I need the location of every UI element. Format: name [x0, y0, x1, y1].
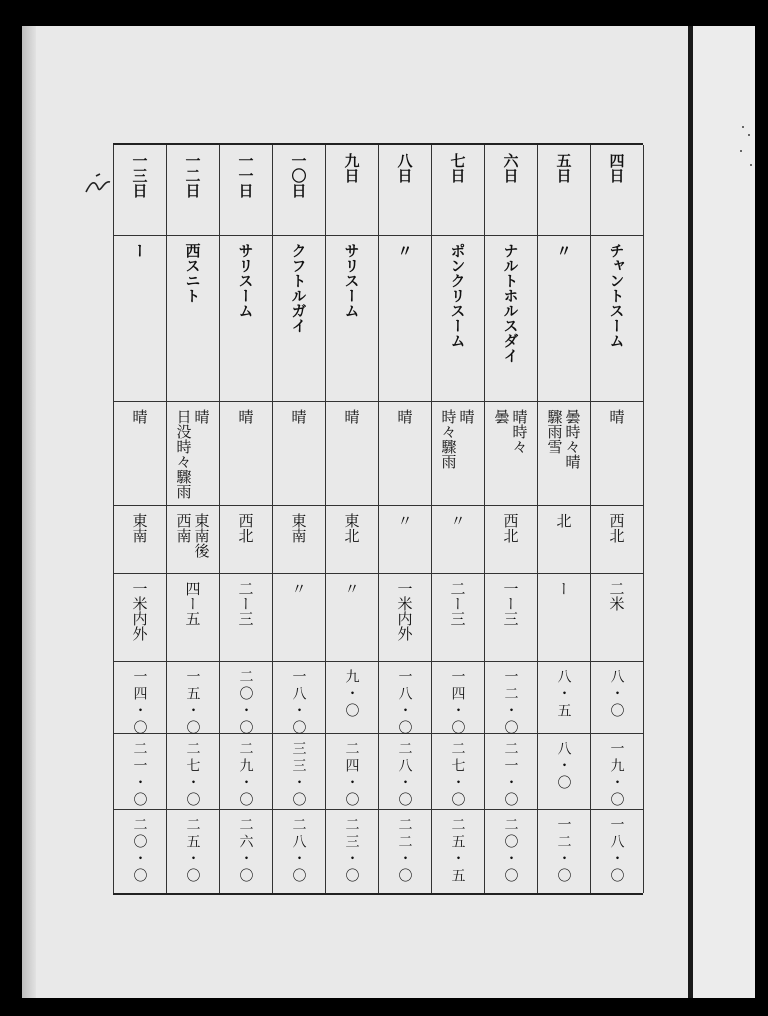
cell-t3: 二六・〇	[237, 817, 254, 885]
cell-place: 〃	[395, 243, 414, 258]
cell-t2: 二七・〇	[184, 741, 201, 809]
cell-date: 四日	[607, 153, 626, 183]
cell-wind-dir: 〃	[395, 513, 414, 528]
cell-place: 〃	[554, 243, 573, 258]
cell-place: ナルトホルスダイ	[501, 243, 520, 363]
column-rule	[166, 145, 167, 893]
cell-t1: 一四・〇	[131, 669, 148, 737]
cell-t1: 八・五	[555, 669, 572, 720]
cell-date: 一三日	[130, 153, 149, 198]
cell-wave: 二ー三	[448, 581, 467, 626]
cell-date: 九日	[342, 153, 361, 183]
cell-t3: 二五・〇	[184, 817, 201, 885]
cell-place: チャントスーム	[607, 243, 626, 348]
cell-t3: 二二・〇	[396, 817, 413, 885]
column-rule	[378, 145, 379, 893]
cell-t3: 一八・〇	[608, 817, 625, 885]
cell-t1: 一八・〇	[290, 669, 307, 737]
column-rule	[590, 145, 591, 893]
cell-t3: 二八・〇	[290, 817, 307, 885]
cell-t1: 一二・〇	[502, 669, 519, 737]
cell-t1: 一四・〇	[449, 669, 466, 737]
scan-specks	[738, 120, 756, 180]
column-rule	[325, 145, 326, 893]
cell-weather: 晴	[130, 409, 149, 424]
cell-wind-dir: 西北	[501, 513, 520, 543]
cell-place: ポンクリスーム	[448, 243, 467, 348]
cell-t3: 二〇・〇	[131, 817, 148, 885]
cell-place: クフトルガイ	[289, 243, 308, 333]
cell-wind-dir: 西北	[607, 513, 626, 543]
cell-weather: 晴	[342, 409, 361, 424]
cell-t2: 一九・〇	[608, 741, 625, 809]
cell-t3: 二〇・〇	[502, 817, 519, 885]
cell-wave: 二ー三	[236, 581, 255, 626]
weather-table	[113, 143, 643, 895]
cell-date: 五日	[554, 153, 573, 183]
column-rule	[272, 145, 273, 893]
cell-t1: 一八・〇	[396, 669, 413, 737]
cell-wind-dir: 東南後 西南	[174, 513, 211, 558]
cell-wind-dir: 東南	[289, 513, 308, 543]
cell-t2: 八・〇	[555, 741, 572, 792]
cell-wave: ー	[554, 581, 573, 596]
cell-date: 六日	[501, 153, 520, 183]
cell-wave: 四ー五	[183, 581, 202, 626]
handwritten-mark	[82, 170, 116, 198]
cell-t3: 一二・〇	[555, 817, 572, 885]
cell-t2: 二四・〇	[343, 741, 360, 809]
cell-wind-dir: 北	[554, 513, 573, 528]
cell-place: 西スニト	[183, 243, 202, 303]
cell-t2: 二七・〇	[449, 741, 466, 809]
cell-t3: 二五・五	[449, 817, 466, 885]
cell-t1: 一五・〇	[184, 669, 201, 737]
column-rule	[643, 145, 644, 893]
cell-wave: 二米	[607, 581, 626, 611]
cell-t2: 二九・〇	[237, 741, 254, 809]
cell-place: サリスーム	[342, 243, 361, 318]
cell-t3: 二三・〇	[343, 817, 360, 885]
cell-weather: 曇時々晴 驟雨雪	[545, 409, 582, 469]
cell-wind-dir: 〃	[448, 513, 467, 528]
cell-wave: 〃	[289, 581, 308, 596]
cell-place: ー	[130, 243, 149, 258]
cell-wave: 一米内外	[130, 581, 149, 641]
cell-t1: 二〇・〇	[237, 669, 254, 737]
column-rule	[113, 145, 114, 893]
cell-weather: 晴	[289, 409, 308, 424]
cell-wind-dir: 東北	[342, 513, 361, 543]
column-rule	[219, 145, 220, 893]
cell-wave: 〃	[342, 581, 361, 596]
cell-wind-dir: 西北	[236, 513, 255, 543]
cell-wave: 一ー三	[501, 581, 520, 626]
cell-date: 一二日	[183, 153, 202, 198]
cell-t2: 三三・〇	[290, 741, 307, 809]
cell-t2: 二一・〇	[131, 741, 148, 809]
cell-wave: 一米内外	[395, 581, 414, 641]
column-rule	[484, 145, 485, 893]
cell-date: 八日	[395, 153, 414, 183]
cell-weather: 晴時々 曇	[492, 409, 529, 454]
column-rule	[431, 145, 432, 893]
cell-t2: 二八・〇	[396, 741, 413, 809]
cell-date: 一一日	[236, 153, 255, 198]
column-rule	[537, 145, 538, 893]
cell-weather: 晴 日没時々驟雨	[174, 409, 211, 499]
cell-weather: 晴	[607, 409, 626, 424]
cell-weather: 晴	[395, 409, 414, 424]
cell-place: サリスーム	[236, 243, 255, 318]
cell-weather: 晴 時々驟雨	[439, 409, 476, 469]
page-binding-edge	[22, 26, 36, 998]
cell-t1: 八・〇	[608, 669, 625, 720]
cell-t1: 九・〇	[343, 669, 360, 720]
cell-date: 一〇日	[289, 153, 308, 198]
cell-wind-dir: 東南	[130, 513, 149, 543]
cell-date: 七日	[448, 153, 467, 183]
cell-t2: 二一・〇	[502, 741, 519, 809]
cell-weather: 晴	[236, 409, 255, 424]
